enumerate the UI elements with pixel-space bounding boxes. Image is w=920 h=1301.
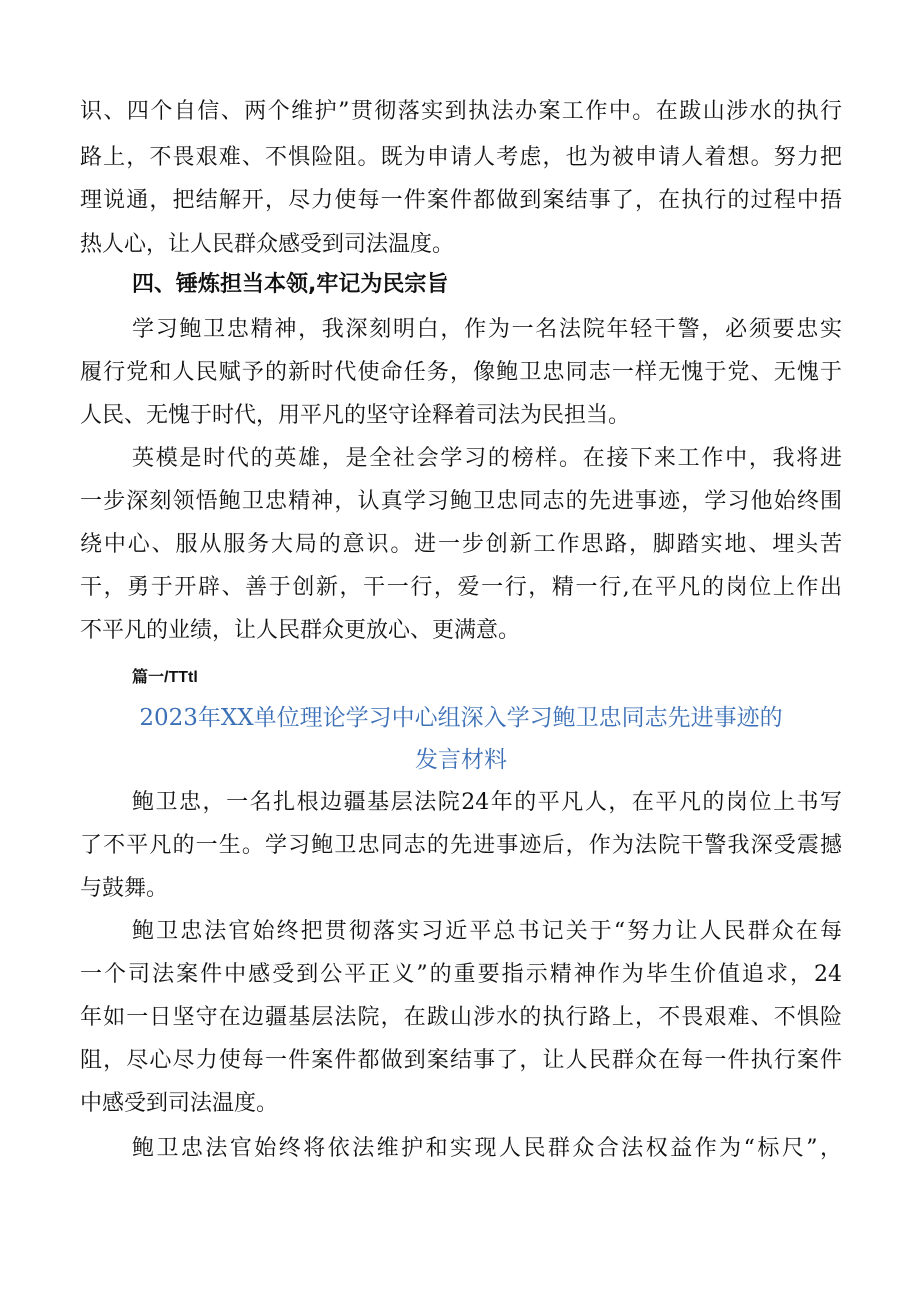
paragraph-line: 识、四个自信、两个维护”贯彻落实到执法办案工作中。在跋山涉水的执行 bbox=[80, 99, 842, 124]
paragraph-line: 履行党和人民赋予的新时代使命任务，像鲍卫忠同志一样无愧于党、无愧于 bbox=[80, 360, 842, 385]
paragraph-line: 一步深刻领悟鲍卫忠精神，认真学习鲍卫忠同志的先进事迹，学习他始终围 bbox=[80, 489, 842, 514]
section-mark: 篇一/TTtl bbox=[132, 669, 198, 686]
paragraph-line: 了不平凡的一生。学习鲍卫忠同志的先进事迹后，作为法院干警我深受震撼 bbox=[80, 833, 842, 858]
paragraph-line: 中感受到司法温度。 bbox=[80, 1091, 279, 1116]
paragraph-line: 路上，不畏艰难、不惧险阻。既为申请人考虑，也为被申请人着想。努力把 bbox=[80, 145, 842, 170]
paragraph-line: 与鼓舞。 bbox=[80, 876, 169, 901]
paragraph-line: 鲍卫忠法官始终把贯彻落实习近平总书记关于“努力让人民群众在每 bbox=[132, 919, 842, 944]
document-title: 发言材料 bbox=[415, 747, 507, 773]
paragraph-line: 英模是时代的英雄，是全社会学习的榜样。在接下来工作中，我将进 bbox=[132, 446, 842, 471]
document-title: 2023年XX单位理论学习中心组深入学习鲍卫忠同志先进事迹的 bbox=[139, 705, 783, 731]
paragraph-line: 鲍卫忠，一名扎根边疆基层法院24年的平凡人，在平凡的岗位上书写 bbox=[132, 790, 842, 815]
paragraph-line: 一个司法案件中感受到公平正义”的重要指示精神作为毕生价值追求，24 bbox=[80, 962, 842, 987]
paragraph-line: 热人心，让人民群众感受到司法温度。 bbox=[80, 232, 455, 257]
paragraph-line: 绕中心、服从服务大局的意识。进一步创新工作思路，脚踏实地、埋头苦 bbox=[80, 532, 842, 557]
section-heading: 四、锤炼担当本领,牢记为民宗旨 bbox=[132, 272, 449, 297]
paragraph-line: 年如一日坚守在边疆基层法院，在跋山涉水的执行路上，不畏艰难、不惧险 bbox=[80, 1005, 842, 1030]
paragraph-line: 鲍卫忠法官始终将依法维护和实现人民群众合法权益作为“标尺”， bbox=[132, 1136, 842, 1161]
paragraph-line: 干，勇于开辟、善于创新，干一行，爱一行，精一行,在平凡的岗位上作出 bbox=[80, 575, 842, 600]
paragraph-line: 学习鲍卫忠精神，我深刻明白，作为一名法院年轻干警，必须要忠实 bbox=[132, 317, 842, 342]
paragraph-line: 不平凡的业绩，让人民群众更放心、更满意。 bbox=[80, 618, 521, 643]
paragraph-line: 理说通，把结解开，尽力使每一件案件都做到案结事了，在执行的过程中捂 bbox=[80, 188, 842, 213]
paragraph-line: 阻，尽心尽力使每一件案件都做到案结事了，让人民群众在每一件执行案件 bbox=[80, 1048, 842, 1073]
paragraph-line: 人民、无愧于时代，用平凡的坚守诠释着司法为民担当。 bbox=[80, 403, 631, 428]
